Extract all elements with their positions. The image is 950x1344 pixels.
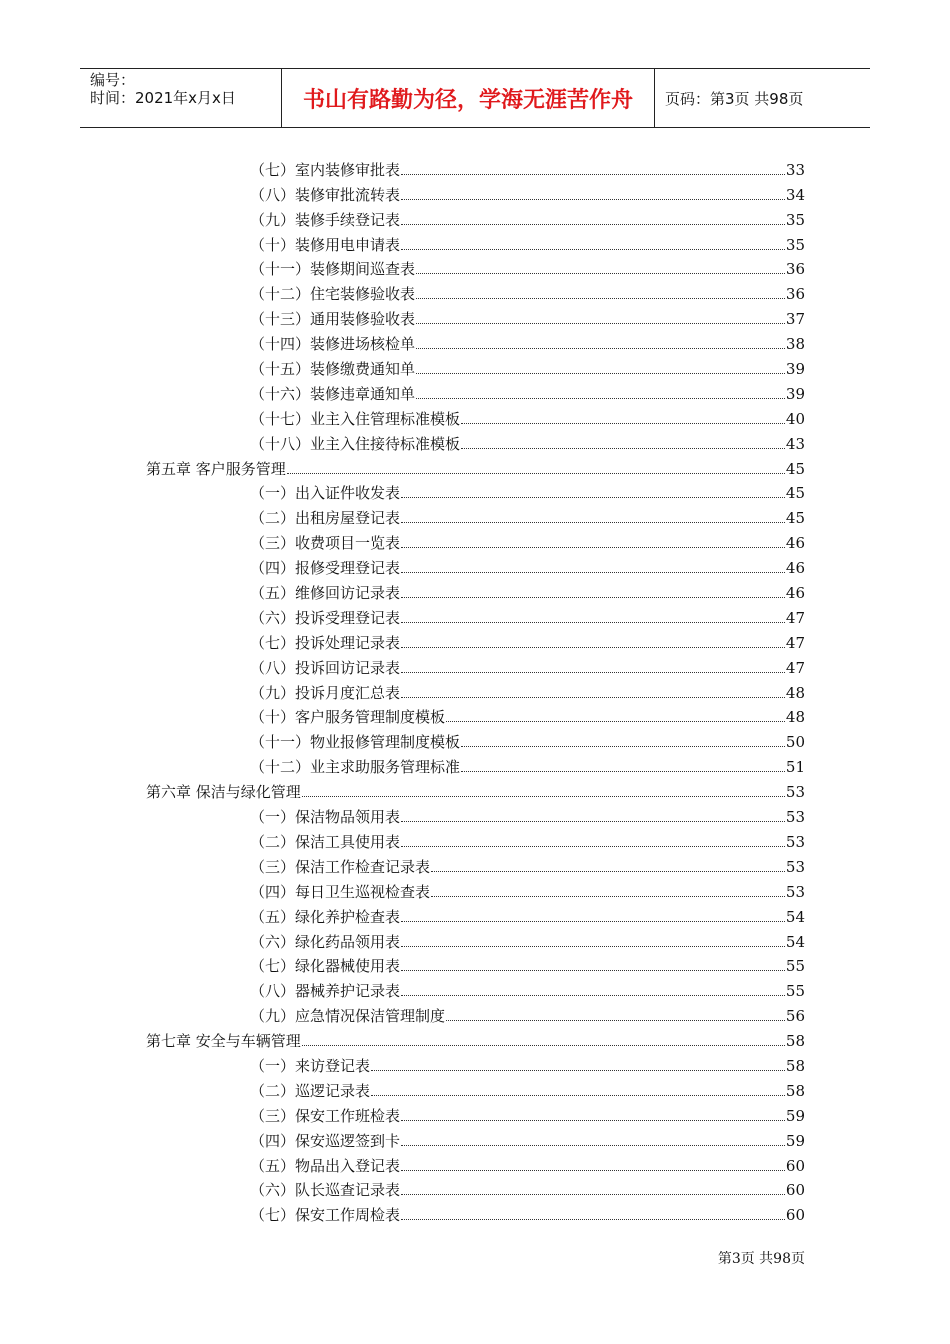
toc-page-number: 47 bbox=[785, 633, 805, 652]
toc-dot-leader bbox=[431, 871, 785, 872]
toc-entry-row[interactable] bbox=[0, 379, 805, 404]
toc-dot-leader bbox=[401, 672, 785, 673]
toc-entry-row[interactable] bbox=[0, 479, 805, 504]
header-motto: 书山有路勤为径，学海无涯苦作舟 bbox=[282, 69, 655, 127]
toc-dot-leader bbox=[401, 174, 785, 175]
toc-entry-title: （十一）装修期间巡查表 bbox=[250, 260, 416, 279]
toc-dot-leader bbox=[401, 1219, 785, 1220]
toc-entry-row[interactable] bbox=[0, 628, 805, 653]
toc-page-number: 48 bbox=[785, 708, 805, 727]
toc-entry-title: （九）投诉月度汇总表 bbox=[250, 683, 401, 702]
toc-entry-row[interactable] bbox=[0, 578, 805, 603]
toc-dot-leader bbox=[401, 846, 785, 847]
toc-page-number: 35 bbox=[785, 235, 805, 254]
toc-page-number: 39 bbox=[785, 360, 805, 379]
toc-page-number: 46 bbox=[785, 584, 805, 603]
footer-page-number: 第3页 共98页 bbox=[717, 1251, 805, 1267]
toc-entry-title: （十）装修用电申请表 bbox=[250, 235, 401, 254]
toc-entry-row[interactable] bbox=[0, 354, 805, 379]
toc-dot-leader bbox=[401, 597, 785, 598]
toc-dot-leader bbox=[416, 398, 785, 399]
toc-page-number: 54 bbox=[785, 932, 805, 951]
toc-dot-leader bbox=[401, 697, 785, 698]
toc-page-number: 39 bbox=[785, 384, 805, 403]
toc-entry-title: （一）来访登记表 bbox=[250, 1056, 371, 1075]
toc-dot-leader bbox=[401, 622, 785, 623]
toc-dot-leader bbox=[401, 1145, 785, 1146]
toc-entry-title: （十二）业主求助服务管理标准 bbox=[250, 758, 461, 777]
toc-entry-row[interactable] bbox=[0, 1076, 805, 1101]
toc-entry-row[interactable] bbox=[0, 528, 805, 553]
toc-entry-row[interactable] bbox=[0, 927, 805, 952]
toc-page-number: 53 bbox=[785, 857, 805, 876]
toc-page-number: 46 bbox=[785, 534, 805, 553]
toc-dot-leader bbox=[401, 921, 785, 922]
toc-entry-title: （四）保安巡逻签到卡 bbox=[250, 1131, 401, 1150]
number-label: 编号： bbox=[90, 71, 136, 89]
toc-entry-title: （十八）业主入住接待标准模板 bbox=[250, 434, 461, 453]
toc-dot-leader bbox=[401, 1170, 785, 1171]
toc-entry-row[interactable] bbox=[0, 255, 805, 280]
header-left-cell bbox=[80, 69, 282, 127]
toc-entry-title: （五）维修回访记录表 bbox=[250, 584, 401, 603]
toc-dot-leader bbox=[401, 647, 785, 648]
toc-entry-title: 第五章 客户服务管理 bbox=[146, 459, 286, 478]
toc-entry-title: （一）出入证件收发表 bbox=[250, 484, 401, 503]
toc-entry-row[interactable] bbox=[0, 852, 805, 877]
toc-entry-title: （九）应急情况保洁管理制度 bbox=[250, 1007, 446, 1026]
toc-entry-row[interactable] bbox=[0, 1001, 805, 1026]
toc-entry-title: （五）绿化养护检查表 bbox=[250, 907, 401, 926]
toc-dot-leader bbox=[461, 746, 785, 747]
toc-dot-leader bbox=[446, 1020, 785, 1021]
time-label: 时间：2021年x月x日 bbox=[90, 89, 236, 107]
toc-page-number: 58 bbox=[785, 1056, 805, 1075]
toc-entry-row[interactable] bbox=[0, 703, 805, 728]
toc-entry-row[interactable] bbox=[0, 180, 805, 205]
toc-page-number: 56 bbox=[785, 1007, 805, 1026]
toc-chapter-row[interactable] bbox=[0, 777, 805, 802]
toc-page-number: 43 bbox=[785, 434, 805, 453]
toc-chapter-row[interactable] bbox=[0, 454, 805, 479]
toc-entry-title: （七）保安工作周检表 bbox=[250, 1206, 401, 1225]
toc-entry-title: （二）保洁工具使用表 bbox=[250, 832, 401, 851]
toc-entry-row[interactable] bbox=[0, 553, 805, 578]
toc-entry-title: （八）装修审批流转表 bbox=[250, 185, 401, 204]
toc-dot-leader bbox=[401, 1120, 785, 1121]
toc-entry-row[interactable] bbox=[0, 877, 805, 902]
toc-page-number: 45 bbox=[785, 509, 805, 528]
toc-page-number: 47 bbox=[785, 658, 805, 677]
toc-entry-title: （二）出租房屋登记表 bbox=[250, 509, 401, 528]
toc-page-number: 46 bbox=[785, 559, 805, 578]
toc-entry-title: （七）投诉处理记录表 bbox=[250, 633, 401, 652]
toc-page-number: 40 bbox=[785, 409, 805, 428]
toc-dot-leader bbox=[431, 896, 785, 897]
toc-entry-title: （八）器械养护记录表 bbox=[250, 982, 401, 1001]
toc-dot-leader bbox=[302, 1045, 785, 1046]
toc-dot-leader bbox=[461, 771, 785, 772]
toc-entry-row[interactable] bbox=[0, 279, 805, 304]
toc-page-number: 47 bbox=[785, 608, 805, 627]
toc-entry-row[interactable] bbox=[0, 230, 805, 255]
toc-dot-leader bbox=[287, 473, 785, 474]
toc-entry-row[interactable] bbox=[0, 429, 805, 454]
toc-entry-title: （十一）物业报修管理制度模板 bbox=[250, 733, 461, 752]
toc-entry-title: （三）保洁工作检查记录表 bbox=[250, 857, 431, 876]
toc-entry-row[interactable] bbox=[0, 329, 805, 354]
toc-entry-title: （七）室内装修审批表 bbox=[250, 160, 401, 179]
toc-page-number: 38 bbox=[785, 335, 805, 354]
toc-page-number: 53 bbox=[785, 882, 805, 901]
toc-entry-title: （十七）业主入住管理标准模板 bbox=[250, 409, 461, 428]
toc-entry-row[interactable] bbox=[0, 727, 805, 752]
toc-entry-row[interactable] bbox=[0, 1176, 805, 1201]
toc-entry-title: （十三）通用装修验收表 bbox=[250, 310, 416, 329]
toc-entry-title: （七）绿化器械使用表 bbox=[250, 957, 401, 976]
toc-dot-leader bbox=[401, 970, 785, 971]
toc-dot-leader bbox=[401, 224, 785, 225]
toc-entry-title: （四）每日卫生巡视检查表 bbox=[250, 882, 431, 901]
toc-entry-row[interactable] bbox=[0, 1051, 805, 1076]
toc-dot-leader bbox=[401, 249, 785, 250]
toc-page-number: 58 bbox=[785, 1032, 805, 1051]
toc-page-number: 55 bbox=[785, 957, 805, 976]
toc-page-number: 48 bbox=[785, 683, 805, 702]
toc-dot-leader bbox=[401, 522, 785, 523]
toc-page-number: 36 bbox=[785, 285, 805, 304]
toc-page-number: 59 bbox=[785, 1131, 805, 1150]
toc-entry-title: （一）保洁物品领用表 bbox=[250, 808, 401, 827]
toc-dot-leader bbox=[401, 946, 785, 947]
toc-page-number: 60 bbox=[785, 1156, 805, 1175]
toc-page-number: 50 bbox=[785, 733, 805, 752]
toc-dot-leader bbox=[371, 1095, 785, 1096]
toc-entry-title: （十六）装修违章通知单 bbox=[250, 384, 416, 403]
toc-page-number: 59 bbox=[785, 1106, 805, 1125]
toc-entry-row[interactable] bbox=[0, 1101, 805, 1126]
toc-entry-row[interactable] bbox=[0, 304, 805, 329]
toc-dot-leader bbox=[416, 298, 785, 299]
toc-page-number: 53 bbox=[785, 808, 805, 827]
toc-dot-leader bbox=[416, 373, 785, 374]
toc-entry-row[interactable] bbox=[0, 976, 805, 1001]
toc-page-number: 45 bbox=[785, 484, 805, 503]
toc-entry-row[interactable] bbox=[0, 827, 805, 852]
toc-chapter-row[interactable] bbox=[0, 1026, 805, 1051]
toc-dot-leader bbox=[302, 796, 785, 797]
toc-entry-row[interactable] bbox=[0, 678, 805, 703]
toc-dot-leader bbox=[371, 1070, 785, 1071]
toc-page-number: 58 bbox=[785, 1081, 805, 1100]
toc-page-number: 33 bbox=[785, 160, 805, 179]
toc-entry-title: （九）装修手续登记表 bbox=[250, 210, 401, 229]
toc-entry-title: 第七章 安全与车辆管理 bbox=[146, 1032, 301, 1051]
toc-entry-row[interactable] bbox=[0, 503, 805, 528]
toc-entry-row[interactable] bbox=[0, 952, 805, 977]
toc-entry-title: 第六章 保洁与绿化管理 bbox=[146, 783, 301, 802]
toc-page-number: 60 bbox=[785, 1181, 805, 1200]
toc-page-number: 53 bbox=[785, 832, 805, 851]
toc-entry-title: （三）保安工作班检表 bbox=[250, 1106, 401, 1125]
toc-page-number: 45 bbox=[785, 459, 805, 478]
toc-entry-row[interactable] bbox=[0, 205, 805, 230]
toc-entry-row[interactable] bbox=[0, 1200, 805, 1225]
toc-entry-title: （六）投诉受理登记表 bbox=[250, 608, 401, 627]
toc-entry-title: （五）物品出入登记表 bbox=[250, 1156, 401, 1175]
toc-entry-title: （十五）装修缴费通知单 bbox=[250, 360, 416, 379]
header-page-number: 页码：第3页 共98页 bbox=[665, 89, 804, 108]
toc-page-number: 37 bbox=[785, 310, 805, 329]
toc-dot-leader bbox=[401, 497, 785, 498]
toc-page-number: 35 bbox=[785, 210, 805, 229]
toc-entry-title: （八）投诉回访记录表 bbox=[250, 658, 401, 677]
table-of-contents bbox=[0, 155, 950, 1225]
toc-entry-row[interactable] bbox=[0, 1151, 805, 1176]
toc-page-number: 53 bbox=[785, 783, 805, 802]
toc-page-number: 54 bbox=[785, 907, 805, 926]
toc-entry-title: （十二）住宅装修验收表 bbox=[250, 285, 416, 304]
toc-dot-leader bbox=[416, 348, 785, 349]
toc-dot-leader bbox=[446, 721, 785, 722]
toc-page-number: 34 bbox=[785, 185, 805, 204]
toc-dot-leader bbox=[461, 423, 785, 424]
page-header bbox=[80, 68, 870, 128]
toc-page-number: 51 bbox=[785, 758, 805, 777]
toc-entry-title: （六）绿化药品领用表 bbox=[250, 932, 401, 951]
toc-entry-title: （二）巡逻记录表 bbox=[250, 1081, 371, 1100]
toc-dot-leader bbox=[401, 572, 785, 573]
toc-page-number: 60 bbox=[785, 1206, 805, 1225]
toc-dot-leader bbox=[416, 273, 785, 274]
toc-entry-title: （六）队长巡查记录表 bbox=[250, 1181, 401, 1200]
toc-entry-row[interactable] bbox=[0, 404, 805, 429]
toc-entry-title: （十）客户服务管理制度模板 bbox=[250, 708, 446, 727]
toc-entry-row[interactable] bbox=[0, 752, 805, 777]
toc-dot-leader bbox=[461, 448, 785, 449]
toc-dot-leader bbox=[401, 199, 785, 200]
toc-entry-row[interactable] bbox=[0, 653, 805, 678]
toc-entry-title: （四）报修受理登记表 bbox=[250, 559, 401, 578]
toc-entry-row[interactable] bbox=[0, 603, 805, 628]
toc-dot-leader bbox=[401, 547, 785, 548]
toc-dot-leader bbox=[401, 995, 785, 996]
toc-dot-leader bbox=[416, 323, 785, 324]
toc-entry-row[interactable] bbox=[0, 155, 805, 180]
toc-entry-title: （十四）装修进场核检单 bbox=[250, 335, 416, 354]
toc-page-number: 55 bbox=[785, 982, 805, 1001]
toc-entry-row[interactable] bbox=[0, 802, 805, 827]
toc-entry-title: （三）收费项目一览表 bbox=[250, 534, 401, 553]
toc-entry-row[interactable] bbox=[0, 1126, 805, 1151]
toc-entry-row[interactable] bbox=[0, 902, 805, 927]
toc-dot-leader bbox=[401, 821, 785, 822]
toc-dot-leader bbox=[401, 1194, 785, 1195]
toc-page-number: 36 bbox=[785, 260, 805, 279]
